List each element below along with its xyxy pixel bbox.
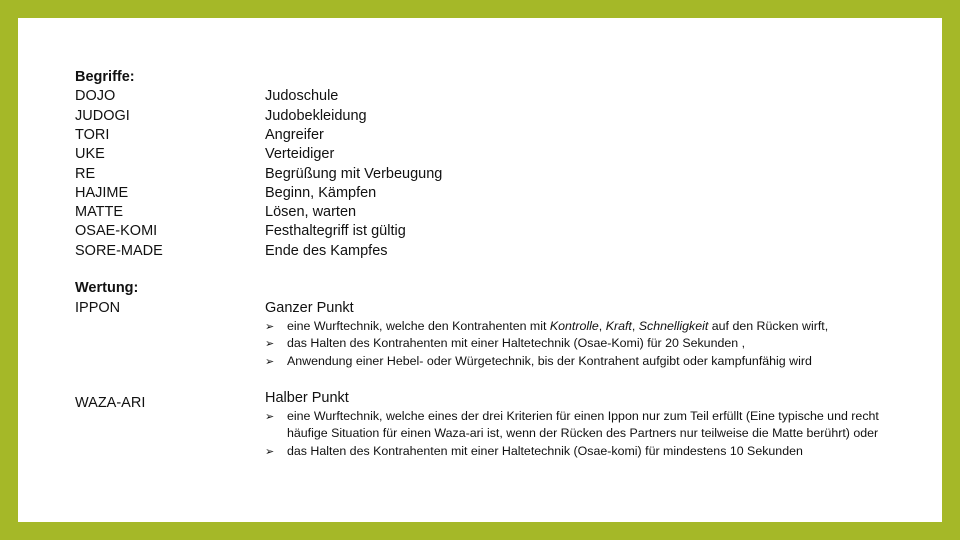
term: JUDOGI — [75, 107, 130, 124]
term-meaning: Angreifer — [265, 126, 324, 143]
arrowhead-bullet-icon: ➢ — [265, 354, 275, 368]
list-item: ➢ das Halten des Kontrahenten mit einer Haltetechnik (Osae-komi) für mindestens 10 Sekunden — [265, 443, 897, 460]
arrowhead-bullet-icon: ➢ — [265, 444, 275, 458]
list-item: ➢ das Halten des Kontrahenten mit einer Haltetechnik (Osae-Komi) für 20 Sekunden , — [265, 335, 828, 352]
arrowhead-bullet-icon: ➢ — [265, 410, 275, 423]
arrowhead-bullet-icon: ➢ — [265, 337, 275, 351]
wertung-heading: Wertung: — [75, 280, 139, 296]
list-item: ➢ eine Wurftechnik, welche den Kontrahenten mit Kontrolle, Kraft, Schnelligkeit auf den Rücken wirft, — [265, 318, 828, 335]
term: HAJIME — [75, 184, 129, 201]
term: SORE-MADE — [75, 242, 163, 259]
term-meaning: Beginn, Kämpfen — [265, 184, 377, 201]
wazaari-meaning: Halber Punkt — [265, 390, 349, 406]
term-meaning: Verteidiger — [265, 146, 335, 163]
term-meaning: Begrüßung mit Verbeugung — [265, 165, 443, 182]
term-meaning: Festhaltegriff ist gültig — [265, 223, 406, 240]
term-meaning: Judobekleidung — [265, 107, 367, 124]
term: OSAE-KOMI — [75, 223, 158, 240]
ippon-meaning: Ganzer Punkt — [265, 300, 354, 316]
arrowhead-bullet-icon: ➢ — [265, 320, 275, 333]
ippon-bullet-list — [265, 318, 828, 370]
begriffe-heading: Begriffe: — [75, 69, 135, 85]
slide — [18, 18, 942, 522]
list-item: ➢ Anwendung einer Hebel- oder Würgetechnik, bis der Kontrahent aufgibt oder kampfunfähig wird — [265, 353, 828, 370]
term: UKE — [75, 146, 105, 163]
term: MATTE — [75, 204, 124, 221]
term: RE — [75, 165, 96, 182]
list-item: ➢ eine Wurftechnik, welche eines der drei Kriterien für einen Ippon nur zum Teil erfüllt (Eine typische und recht häufige Situation für einen Waza-ari ist, wenn der Rücken des Partners nur teilweise die Matte berührt) oder — [265, 409, 879, 441]
term: TORI — [75, 126, 110, 143]
wazaari-bullet-list — [265, 408, 897, 460]
wazaari-term: WAZA-ARI — [75, 395, 146, 411]
term: DOJO — [75, 88, 116, 105]
term-meaning: Lösen, warten — [265, 204, 357, 221]
term-meaning: Ende des Kampfes — [265, 242, 388, 259]
term-meaning: Judoschule — [265, 88, 339, 105]
ippon-term: IPPON — [75, 299, 121, 316]
